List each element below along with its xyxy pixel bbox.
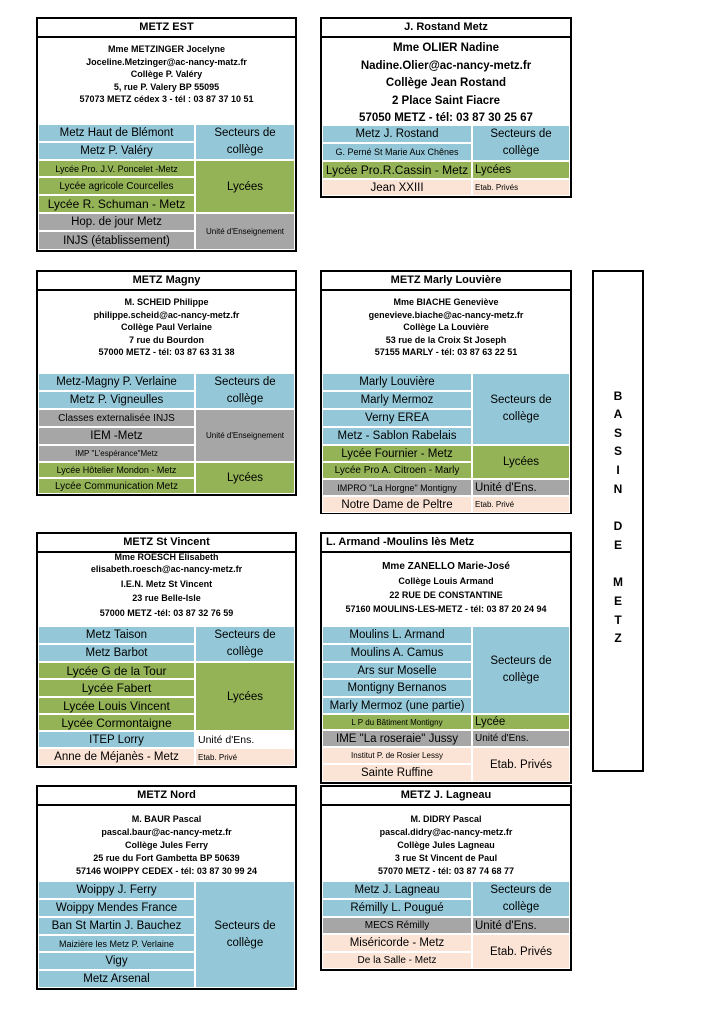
college-row: Maizière les Metz P. Verlaine bbox=[38, 935, 195, 952]
block-rostand bbox=[320, 17, 572, 198]
bassin-letter: E bbox=[613, 538, 622, 552]
bassin-letter: T bbox=[614, 613, 622, 627]
college-row: Metz P. Valéry bbox=[38, 142, 195, 160]
secteurs-label: Secteurs de collège bbox=[195, 881, 295, 988]
bassin-letter: N bbox=[613, 482, 623, 496]
lycees-label: Lycées bbox=[195, 160, 295, 213]
college-row: Moulins A. Camus bbox=[322, 644, 472, 662]
lycee-row: Lycée Cormontaigne bbox=[38, 714, 195, 731]
secteurs-label: Secteurs de collège bbox=[195, 124, 295, 160]
prive-row: Sainte Ruffine bbox=[322, 764, 472, 782]
unite-label: Unité d'Ens. bbox=[472, 479, 570, 496]
unite-row: IME "La roseraie" Jussy bbox=[322, 730, 472, 747]
prive-row: Anne de Méjanès - Metz bbox=[38, 748, 195, 766]
block-metz-magny bbox=[36, 270, 297, 496]
block-title: METZ Magny bbox=[38, 272, 295, 291]
lycee-row: Lycée Hôtelier Mondon - Metz bbox=[38, 462, 195, 478]
secteurs-label: Secteurs de collège bbox=[472, 626, 570, 714]
unite-row: IEM -Metz bbox=[38, 427, 195, 445]
prive-label: Etab. Privé bbox=[195, 748, 295, 766]
unite-label: Unité d'Ens. bbox=[195, 731, 295, 748]
lycees-label: Lycées bbox=[195, 662, 295, 731]
lycee-row: Lycée Communication Metz bbox=[38, 478, 195, 494]
prive-row: Miséricorde - Metz bbox=[322, 934, 472, 952]
lycee-row: L P du Bâtiment Montigny bbox=[322, 714, 472, 730]
college-row: Metz Barbot bbox=[38, 644, 195, 662]
lycee-row: Lycée Pro A. Citroen - Marly bbox=[322, 462, 472, 479]
lycee-row: Lycée agricole Courcelles bbox=[38, 177, 195, 195]
block-title: METZ J. Lagneau bbox=[322, 787, 570, 806]
contact-info: Mme ROESCH Elisabeth elisabeth.roesch@ac-nancy-metz.fr I.E.N. Metz St Vincent 23 rue Belle-Isle 57000 METZ -tél: 03 87 32 76 59 bbox=[90, 552, 243, 618]
contact-info: M. DIDRY Pascal pascal.didry@ac-nancy-metz.fr Collège Jules Lagneau 3 rue St Vincent de Paul 57070 METZ - tél: 03 87 74 68 77 bbox=[377, 814, 515, 876]
college-row: Metz - Sablon Rabelais bbox=[322, 427, 472, 445]
college-row: Metz J. Rostand bbox=[322, 125, 472, 143]
bassin-letter: I bbox=[616, 463, 620, 477]
bassin-letter: S bbox=[613, 444, 622, 458]
college-row: Marly Mermoz bbox=[322, 391, 472, 409]
block-title: METZ St Vincent bbox=[38, 534, 295, 553]
bassin-letter: M bbox=[613, 575, 623, 589]
college-row: Metz-Magny P. Verlaine bbox=[38, 373, 195, 391]
block-metz-est bbox=[36, 17, 297, 252]
prive-row: Notre Dame de Peltre bbox=[322, 496, 472, 513]
lycee-row: Lycée G de la Tour bbox=[38, 662, 195, 679]
unite-row: Hop. de jour Metz bbox=[38, 213, 195, 231]
contact-info: Mme OLIER Nadine Nadine.Olier@ac-nancy-metz.fr Collège Jean Rostand 2 Place Saint Fiacre 57050 METZ - tél: 03 87 30 25 67 bbox=[359, 42, 533, 124]
block-metz-nord bbox=[36, 785, 297, 990]
block-title: METZ Marly Louvière bbox=[322, 272, 570, 291]
contact-info: Mme METZINGER Jocelyne Joceline.Metzinger@ac-nancy-matz.fr Collège P. Valéry 5, rue P. Valery BP 55095 57073 METZ cédex 3 - tél : 03 87 37 10 51 bbox=[79, 44, 254, 104]
college-row: G. Perné St Marie Aux Chênes bbox=[322, 143, 472, 161]
block-metz-vincent bbox=[36, 532, 297, 768]
college-row: Verny EREA bbox=[322, 409, 472, 427]
college-row: Metz J. Lagneau bbox=[322, 881, 472, 899]
college-row: Ban St Martin J. Bauchez bbox=[38, 917, 195, 935]
college-row: Marly Mermoz (une partie) bbox=[322, 697, 472, 714]
lycee-label: Lycée bbox=[472, 714, 570, 730]
college-row: Vigy bbox=[38, 952, 195, 970]
prive-row: Institut P. de Rosier Lessy bbox=[322, 747, 472, 764]
block-title: METZ Nord bbox=[38, 787, 295, 806]
college-row: Rémilly L. Pougué bbox=[322, 899, 472, 917]
prive-label: Etab. Privés bbox=[472, 747, 570, 782]
contact-info: M. SCHEID Philippe philippe.scheid@ac-nancy-metz.fr Collège Paul Verlaine 7 rue du Bourdon 57000 METZ - tél: 03 87 63 31 38 bbox=[93, 297, 240, 357]
lycee-row: Lycée Pro. J.V. Poncelet -Metz bbox=[38, 160, 195, 177]
prive-label: Etab. Privés bbox=[472, 179, 570, 196]
prive-row: De la Salle - Metz bbox=[322, 952, 472, 969]
lycee-row: Lycée Louis Vincent bbox=[38, 697, 195, 714]
block-title: J. Rostand Metz bbox=[322, 19, 570, 38]
college-row: Metz Haut de Blémont bbox=[38, 124, 195, 142]
contact-info: Mme BIACHE Geneviève genevieve.biache@ac-nancy-metz.fr Collège La Louvière 53 rue de la Croix St Joseph 57155 MARLY - tél: 03 87 63 22 51 bbox=[368, 297, 524, 357]
lycees-label: Lycées bbox=[472, 445, 570, 479]
college-row: Moulins L. Armand bbox=[322, 626, 472, 644]
unite-label: Unité d'Ens. bbox=[472, 730, 570, 747]
unite-row: Classes externalisée INJS bbox=[38, 409, 195, 427]
unite-row: IMP "L'espérance"Metz bbox=[38, 445, 195, 462]
lycee-row: Lycée Fournier - Metz bbox=[322, 445, 472, 462]
block-metz-lagneau bbox=[320, 785, 572, 971]
unite-label: Unité d'Ens. bbox=[472, 917, 570, 934]
secteurs-label: Secteurs de collège bbox=[472, 125, 570, 161]
contact-info: Mme ZANELLO Marie-José Collège Louis Armand 22 RUE DE CONSTANTINE 57160 MOULINS-LES-METZ - tél: 03 87 20 24 94 bbox=[345, 561, 547, 614]
college-row: Metz Arsenal bbox=[38, 970, 195, 988]
lycee-row: Lycée R. Schuman - Metz bbox=[38, 195, 195, 213]
secteurs-label: Secteurs de collège bbox=[472, 373, 570, 445]
college-row: Marly Louvière bbox=[322, 373, 472, 391]
unite-label: Unité d'Enseignement bbox=[195, 213, 295, 250]
prive-row: Jean XXIII bbox=[322, 179, 472, 196]
bassin-letter: S bbox=[613, 426, 622, 440]
bassin-letter: Z bbox=[614, 631, 622, 645]
unite-row: MECS Rémilly bbox=[322, 917, 472, 934]
secteurs-label: Secteurs de collège bbox=[195, 626, 295, 662]
block-metz-marly bbox=[320, 270, 572, 514]
college-row: Metz P. Vigneulles bbox=[38, 391, 195, 409]
bassin-letter: D bbox=[613, 519, 623, 533]
bassin-letter: E bbox=[613, 594, 622, 608]
contact-info: M. BAUR Pascal pascal.baur@ac-nancy-metz.fr Collège Jules Ferry 25 rue du Fort Gambetta BP 50639 57146 WOIPPY CEDEX - tél: 03 87 30 99 24 bbox=[76, 814, 257, 876]
secteurs-label: Secteurs de collège bbox=[472, 881, 570, 917]
unite-row: IMPRO "La Horgne" Montigny bbox=[322, 479, 472, 496]
bassin-letter: B bbox=[613, 389, 623, 403]
block-armand-moulins bbox=[320, 532, 572, 784]
college-row: Woippy Mendes France bbox=[38, 899, 195, 917]
lycee-row: Lycée Pro.R.Cassin - Metz bbox=[322, 161, 472, 179]
college-row: Woippy J. Ferry bbox=[38, 881, 195, 899]
secteurs-label: Secteurs de collège bbox=[195, 373, 295, 409]
block-title: METZ EST bbox=[38, 19, 295, 38]
bassin-letter: A bbox=[613, 407, 623, 421]
prive-label: Etab. Privé bbox=[472, 496, 570, 513]
college-row: Montigny Bernanos bbox=[322, 679, 472, 697]
lycees-label: Lycées bbox=[195, 462, 295, 494]
block-title: L. Armand -Moulins lès Metz bbox=[322, 534, 570, 553]
lycees-label: Lycées bbox=[472, 161, 570, 179]
lycee-row: Lycée Fabert bbox=[38, 679, 195, 697]
unite-row: INJS (établissement) bbox=[38, 231, 195, 250]
college-row: Ars sur Moselle bbox=[322, 662, 472, 679]
college-row: Metz Taison bbox=[38, 626, 195, 644]
unite-label: Unité d'Enseignement bbox=[195, 409, 295, 462]
unite-row: ITEP Lorry bbox=[38, 731, 195, 748]
prive-label: Etab. Privés bbox=[472, 934, 570, 969]
bassin-de-metz-label bbox=[592, 270, 644, 772]
